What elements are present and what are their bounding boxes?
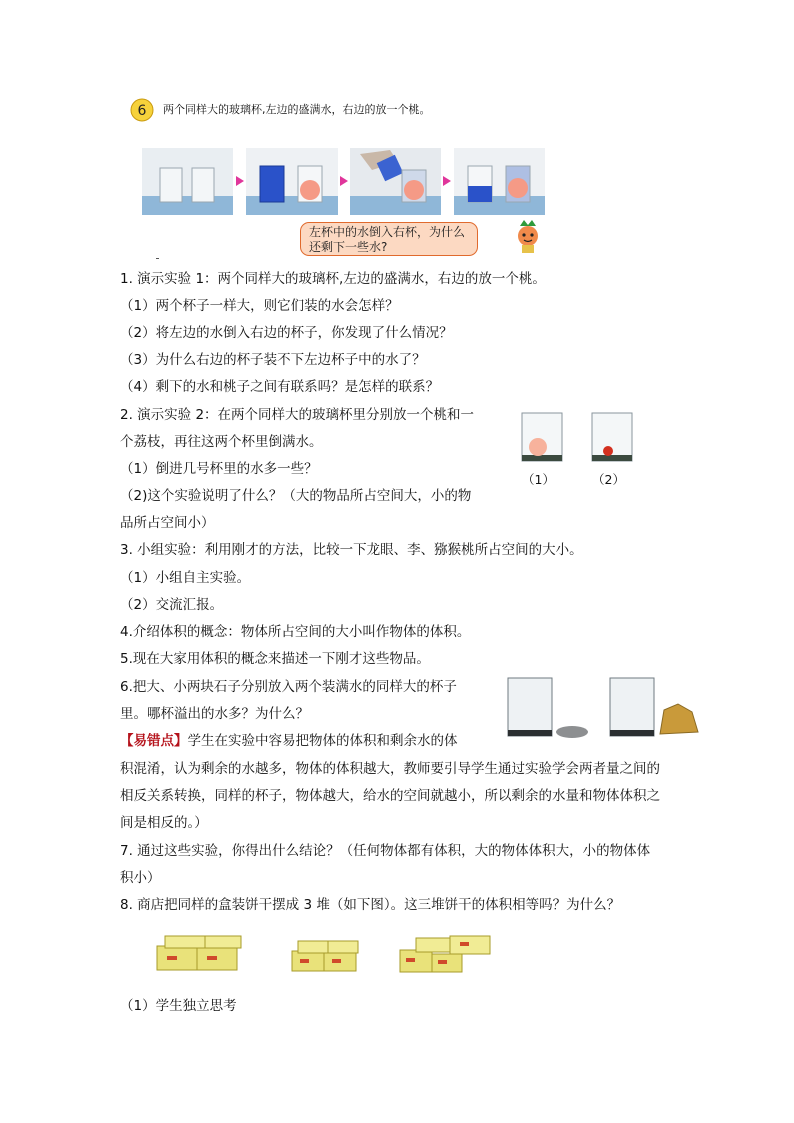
cup-with-lychee	[588, 411, 636, 463]
common-mistake-line	[120, 732, 458, 750]
example-intro: 两个同样大的玻璃杯,左边的盛满水，右边的放一个桃。	[163, 103, 431, 116]
photo-water-and-peach	[246, 148, 338, 215]
text-line: 4.介绍体积的概念：物体所占空间的大小叫作物体的体积。	[120, 624, 471, 640]
mascot-icon	[512, 220, 544, 254]
arrow-icon	[236, 176, 244, 186]
arrow-icon	[340, 176, 348, 186]
text-line: 6.把大、小两块石子分别放入两个装满水的同样大的杯子	[120, 679, 457, 695]
text-line: （2)这个实验说明了什么？（大的物品所占空间大，小的物	[120, 488, 472, 504]
common-mistake-line: 积混淆，认为剩余的水越多，物体的体积越大，教师要引导学生通过实验学会两者量之间的	[120, 761, 660, 777]
text-line: 里。哪杯溢出的水多？为什么？	[120, 706, 309, 722]
text-line: 3. 小组实验：利用刚才的方法，比较一下龙眼、李、猕猴桃所占空间的大小。	[120, 542, 583, 558]
common-mistake-label: 【易错点】	[120, 733, 188, 749]
cup-with-small-stone	[504, 676, 594, 740]
photo-water-left-over	[454, 148, 545, 215]
biscuit-pile-1	[155, 934, 243, 972]
text-line: 5.现在大家用体积的概念来描述一下刚才这些物品。	[120, 651, 430, 667]
common-mistake-text: 学生在实验中容易把物体的体积和剩余水的体	[187, 733, 458, 749]
text-line: （1）小组自主实验。	[120, 570, 251, 586]
text-line: （2）将左边的水倒入右边的杯子，你发现了什么情况？	[120, 325, 453, 341]
arrow-icon	[443, 176, 451, 186]
text-line: 8. 商店把同样的盒装饼干摆成 3 堆（如下图）。这三堆饼干的体积相等吗？为什么？	[120, 897, 621, 913]
text-line: （2）交流汇报。	[120, 597, 224, 613]
text-line: （1）两个杯子一样大，则它们装的水会怎样？	[120, 298, 399, 314]
text-line: （1）学生独立思考	[120, 998, 237, 1014]
text-line: 品所占空间小）	[120, 515, 215, 531]
tick-mark	[156, 258, 159, 259]
speech-bubble: 左杯中的水倒入右杯，为什么还剩下一些水?	[300, 222, 478, 256]
text-line: （3）为什么右边的杯子装不下左边杯子中的水了？	[120, 352, 426, 368]
photo-pouring-water	[350, 148, 441, 215]
cup-caption: （1）	[522, 472, 555, 487]
text-line: 1. 演示实验 1：两个同样大的玻璃杯,左边的盛满水，右边的放一个桃。	[120, 271, 546, 287]
text-line: （1）倒进几号杯里的水多一些？	[120, 461, 318, 477]
biscuit-pile-3	[398, 934, 494, 974]
common-mistake-line: 间是相反的。）	[120, 815, 208, 831]
photo-two-empty-glasses	[142, 148, 233, 215]
text-line: 2. 演示实验 2：在两个同样大的玻璃杯里分别放一个桃和一	[120, 407, 475, 423]
cup-with-peach	[518, 411, 566, 463]
cup-with-large-stone	[608, 676, 700, 740]
text-line: 积小）	[120, 870, 161, 886]
svg-text:6: 6	[137, 103, 147, 119]
common-mistake-line: 相反关系转换，同样的杯子，物体越大，给水的空间就越小，所以剩余的水量和物体体积之	[120, 788, 660, 804]
biscuit-pile-2	[290, 939, 362, 973]
text-line: 7. 通过这些实验，你得出什么结论？（任何物体都有体积，大的物体体积大，小的物体体	[120, 843, 651, 859]
example-number-icon	[130, 98, 154, 122]
text-line: 个荔枝，再往这两个杯里倒满水。	[120, 434, 323, 450]
text-line: （4）剩下的水和桃子之间有联系吗？是怎样的联系？	[120, 379, 440, 395]
cup-caption: （2）	[592, 472, 625, 487]
